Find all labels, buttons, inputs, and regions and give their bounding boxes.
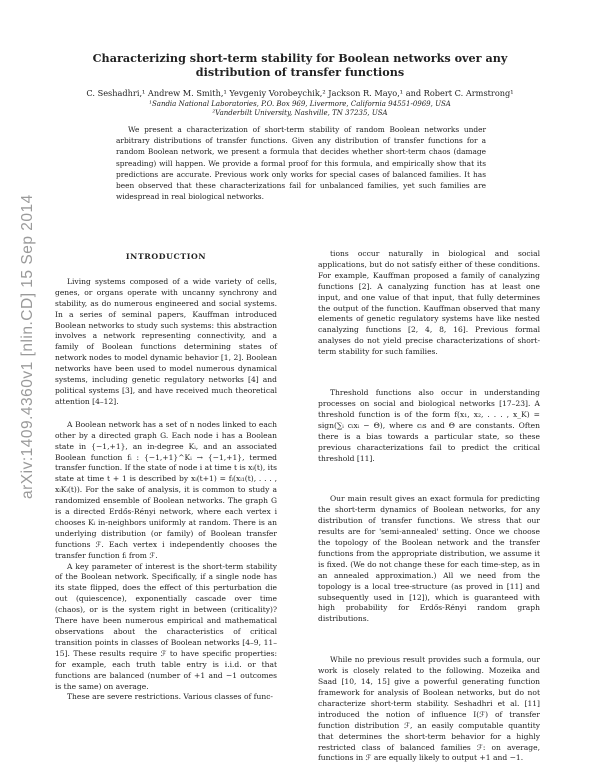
intro-paragraph-1: Living systems composed of a wide variety of cells, genes, or organs operate with uncanny synchrony and stability, as do numerous engineered and social systems. In a series of seminal papers, Kauffman introduced Boolean networks to study such systems: this abstraction involves a network representing connectivity, and a family of Boolean functions determining states of network nodes to model dynamic behavior [1, 2]. Boolean networks have been used to model numerous dynamical systems, including genetic regulatory networks [4] and political systems [3], and have received much theoretical attention [4–12]. — [55, 276, 277, 406]
right-column — [318, 249, 540, 764]
left-column — [55, 252, 277, 703]
abstract: We present a characterization of short-term stability of random Boolean networks under arbitrary distributions of transfer functions. Given any distribution of transfer functions for a random Boolean network, we present a formula that decides whether short-term chaos (damage spreading) will happen. We provide a formal proof for this formula, and empirically show that its predictions are accurate. Previous work only works for special cases of balanced families. It has been observed that these characterizations fail for unbalanced families, yet such families are widespread in real biological networks. — [116, 125, 486, 202]
right-paragraph-4: While no previous result provides such a formula, our work is closely related to the following. Mozeika and Saad [10, 14, 15] give a powerful generating function framework for analysis of Boolean networks, but do not characterize short-term stability. Seshadhri et al. [11] introduced the notion of influence I(ℱ) of transfer function distribution ℱ, an easily computable quantity that determines the short-term behavior for a highly restricted class of balanced families ℱ: on average, functions in ℱ are equally likely to output +1 and −1. — [318, 655, 540, 763]
author-list: C. Seshadhri,¹ Andrew M. Smith,¹ Yevgeniy Vorobeychik,² Jackson R. Mayo,¹ and Robert C. Armstrong¹ — [86, 88, 514, 98]
paper-title: Characterizing short-term stability for Boolean networks over any distribution of transfer functions — [92, 51, 508, 79]
intro-paragraph-4: These are severe restrictions. Various classes of func- — [67, 692, 273, 702]
right-paragraph-2: Threshold functions also occur in understanding processes on social and biological networks [17–23]. A threshold function is of the form f(x₁, x₂, . . . , x_K) = sign(∑ᵢ cᵢxᵢ − Θ), where cᵢs and Θ are constants. Often there is a bias towards a particular state, so these previous characterizations fail to predict the critical threshold [11]. — [318, 388, 540, 463]
intro-paragraph-3: A key parameter of interest is the short-term stability of the Boolean network. Specifically, if a single node has its state flipped, does the effect of this perturbation die out (quiescence), exponentially cascade over time (chaos), or is the system right in between (criticality)? There have been numerous empirical and mathematical observations about the characteristics of critical transition points in classes of Boolean networks [4–9, 11–15]. These results require ℱ to have specific properties: for example, each truth table entry is i.i.d. or that functions are balanced (number of +1 and −1 outcomes is the same) on average. — [55, 561, 277, 691]
arxiv-identifier[interactable]: arXiv:1409.4360v1 [nlin.CD] 15 Sep 2014 — [19, 194, 36, 499]
intro-paragraph-2: A Boolean network has a set of n nodes linked to each other by a directed graph G. Each node i has a Boolean state in {−1,+1}, an in-degree Kᵢ, and an associated Boolean function fᵢ : {−1,+1}^Kᵢ → {−1,+1}, termed transfer function. If the state of node i at time t is xᵢ(t), its state at time t + 1 is described by xᵢ(t+1) = fᵢ(xᵢ₁(t), . . . , xᵢKᵢ(t)). For the sake of analysis, it is common to study a randomized ensemble of Boolean networks. The graph G is a directed Erdős-Rényi network, where each vertex i chooses Kᵢ in-neighbors uniformly at random. There is an underlying distribution (or family) of Boolean transfer functions ℱ. Each vertex i independently chooses the transfer function fᵢ from ℱ. — [55, 419, 277, 560]
section-heading-introduction: INTRODUCTION — [125, 252, 207, 261]
affiliation-1: ¹Sandia National Laboratories, P.O. Box 969, Livermore, California 94551-0969, USA — [149, 100, 451, 108]
affiliation-2: ²Vanderbilt University, Nashville, TN 37235, USA — [212, 109, 388, 117]
right-paragraph-1: tions occur naturally in biological and social applications, but do not satisfy either of these conditions. For example, Kauffman proposed a family of canalyzing functions [2]. A canalyzing function has at least one input, and one value of that input, that fully determines the output of the function. Kauffman observed that many elements of genetic regulatory systems have like nested canalyzing functions [2, 4, 8, 16]. Previous formal analyses do not yield precise characterizations of short-term stability for such families. — [318, 249, 540, 357]
right-paragraph-3: Our main result gives an exact formula for predicting the short-term dynamics of Boolean networks, for any distribution of transfer functions. We stress that our results are for 'semi-annealed' setting. Once we choose the topology of the Boolean network and the transfer functions from the appropriate distribution, we assume it is fixed. (We do not change these for each time-step, as in an annealed approximation.) All we need from the topology is a local tree-structure (as proved in [11] and subsequently used in [12]), which is guaranteed with high probability for Erdős-Rényi random graph distributions. — [318, 494, 540, 624]
